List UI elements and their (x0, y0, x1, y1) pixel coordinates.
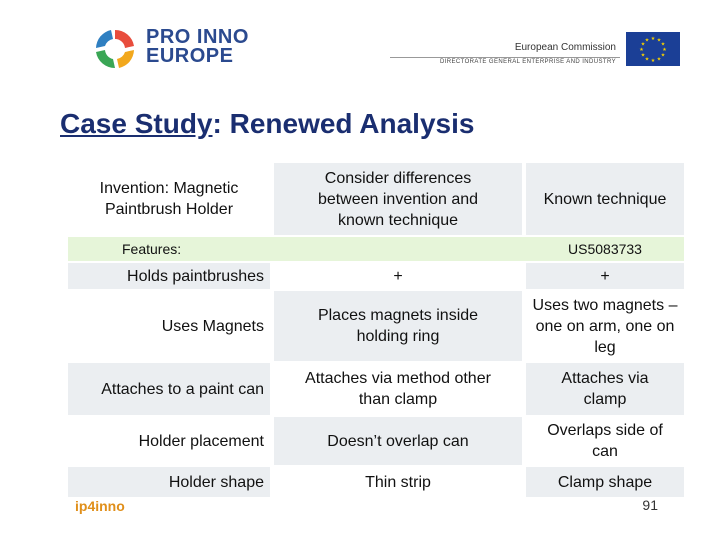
row2-known (526, 291, 684, 361)
features-patent (526, 237, 684, 261)
row1-difference (274, 263, 522, 289)
footer-brand: ip4inno (75, 498, 125, 514)
svg-text:★: ★ (639, 47, 644, 53)
head-known-text: Known technique (543, 190, 667, 208)
svg-text:★: ★ (644, 37, 650, 44)
pro-inno-europe-logo (92, 24, 262, 74)
features-patent-text: US5083733 (568, 240, 642, 257)
ec-divider (390, 57, 620, 58)
row3-feature (68, 363, 270, 415)
european-commission-logo (390, 30, 680, 66)
row1-known (526, 263, 684, 289)
row2-feature (68, 291, 270, 361)
svg-text:★: ★ (660, 52, 666, 59)
row4-known-text: Overlaps side of can (547, 422, 663, 460)
row2-known-text: Uses two magnets – one on arm, one on leg (532, 296, 678, 356)
row3-difference (274, 363, 522, 415)
ec-name: European Commission (514, 42, 616, 53)
row5-feature (68, 467, 270, 497)
logo-text (146, 28, 249, 66)
head-known (526, 163, 684, 235)
features-label-text: Features: (122, 240, 182, 257)
row4-difference (274, 417, 522, 465)
row5-difference-text: Thin strip (365, 473, 431, 491)
row4-known (526, 417, 684, 465)
head-invention (68, 163, 270, 235)
svg-text:★: ★ (656, 56, 662, 63)
row3-difference-text: Attaches via method other than clamp (305, 370, 491, 408)
row5-known (526, 467, 684, 497)
row5-difference (274, 467, 522, 497)
head-invention-text: Invention: Magnetic Paintbrush Holder (99, 180, 239, 218)
row5-known-text: Clamp shape (557, 473, 653, 491)
svg-text:★: ★ (660, 41, 666, 48)
row4-difference-text: Doesn’t overlap can (327, 432, 469, 450)
row1-feature-text: Holds paintbrushes (127, 267, 264, 285)
row2-feature-text: Uses Magnets (161, 317, 264, 335)
svg-text:★: ★ (644, 56, 650, 63)
svg-text:★: ★ (650, 58, 656, 64)
svg-text:★: ★ (640, 41, 646, 48)
page-number: 91 (642, 497, 658, 513)
svg-text:★: ★ (640, 52, 646, 59)
svg-text:★: ★ (656, 37, 662, 44)
ec-subtitle: DIRECTORATE GENERAL ENTERPRISE AND INDUSTRY (439, 59, 616, 65)
slide-title (60, 108, 474, 140)
row1-difference-text: + (393, 267, 403, 285)
eu-flag-icon (626, 32, 680, 66)
logo-line-1: PRO INNO (146, 26, 249, 48)
pro-inno-logo-icon (92, 26, 138, 72)
row3-known-text: Attaches via clamp (561, 370, 649, 408)
row2-difference (274, 291, 522, 361)
svg-text:★: ★ (650, 36, 656, 42)
head-consider (274, 163, 522, 235)
row2-difference-text: Places magnets inside holding ring (317, 307, 479, 345)
title-underlined: Case Study (60, 108, 213, 139)
svg-text:★: ★ (662, 47, 667, 53)
row3-feature-text: Attaches to a paint can (101, 380, 264, 398)
row4-feature-text: Holder placement (138, 432, 264, 450)
logo-line-2: EUROPE (146, 45, 234, 67)
title-rest: : Renewed Analysis (212, 108, 475, 139)
features-label (68, 237, 270, 261)
row1-feature (68, 263, 270, 289)
row3-known (526, 363, 684, 415)
head-consider-text: Consider differences between invention and known technique (317, 169, 479, 229)
row1-known-text: + (600, 267, 610, 285)
row5-feature-text: Holder shape (168, 473, 264, 491)
row4-feature (68, 417, 270, 465)
